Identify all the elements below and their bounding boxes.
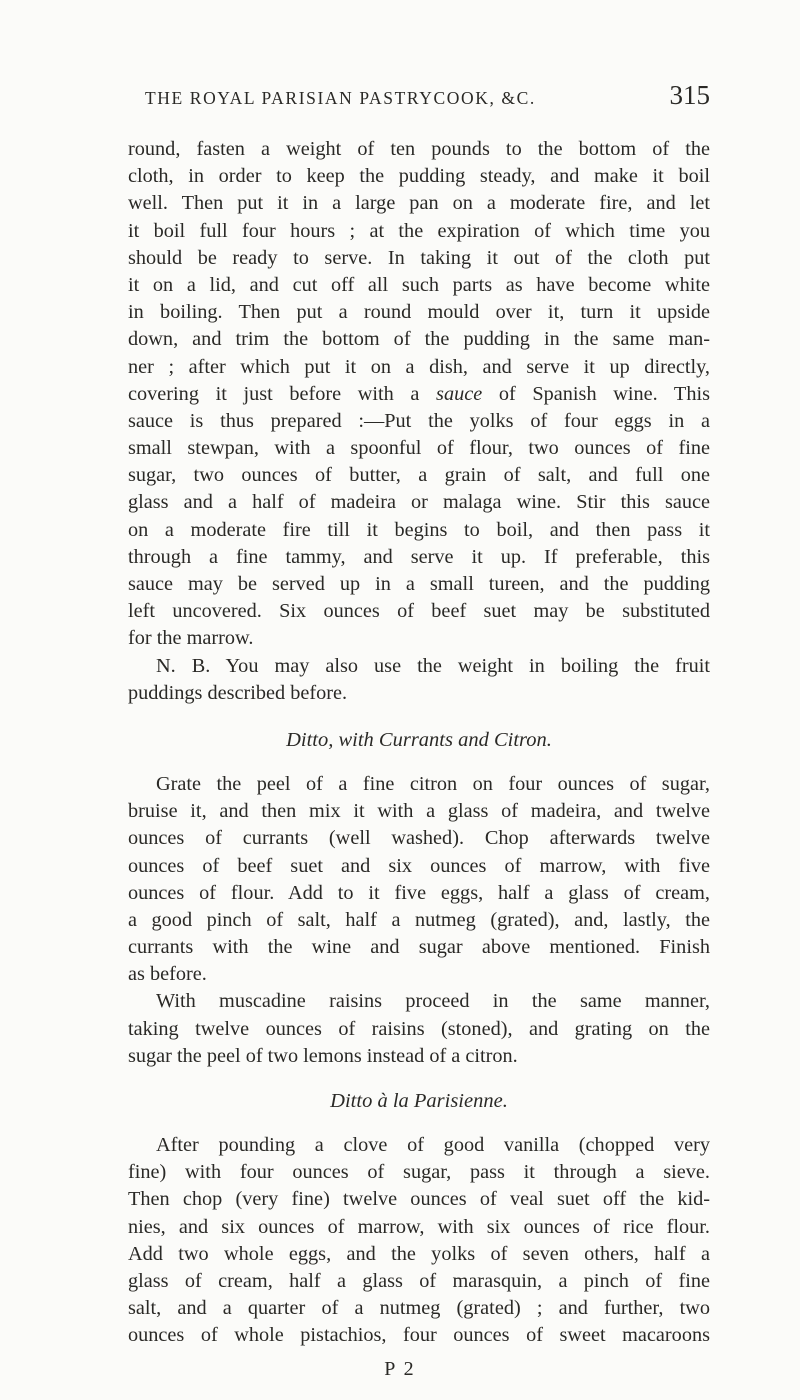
running-head-title: THE ROYAL PARISIAN PASTRYCOOK, &C. (145, 88, 536, 108)
text-line: it on a lid, and cut off all such parts as have become white (128, 273, 710, 296)
signature-mark: P 2 (384, 1358, 416, 1380)
text-line: cloth, in order to keep the pudding steady, and make it boil (128, 165, 710, 188)
paragraph-parisienne (128, 1132, 710, 1350)
paragraph-currants-citron (128, 771, 710, 989)
text-line: currants with the wine and sugar above mentioned. Finish (128, 936, 710, 959)
text-line: on a moderate fire till it begins to boil, and then pass it (128, 518, 710, 541)
recipe-heading-parisienne: Ditto à la Parisienne. (330, 1090, 508, 1112)
text-line: ounces of beef suet and six ounces of marrow, with five (128, 854, 710, 877)
recipe-heading-currants-citron: Ditto, with Currants and Citron. (286, 728, 552, 751)
text-line: it boil full four hours ; at the expiration of which time you (128, 219, 710, 242)
text-line: ner ; after which put it on a dish, and serve it up directly, (128, 355, 710, 378)
text-line: glass and a half of madeira or malaga wine. Stir this sauce (128, 491, 710, 514)
text-line: glass of cream, half a glass of marasquin, a pinch of fine (128, 1269, 710, 1292)
text-line: Grate the peel of a fine citron on four ounces of sugar, (156, 772, 710, 795)
text-line: ounces of whole pistachios, four ounces of sweet macaroons (128, 1324, 710, 1347)
text-fragment: covering it just before with a (128, 382, 437, 405)
text-line: After pounding a clove of good vanilla (chopped very (156, 1134, 710, 1156)
text-line: ounces of currants (well washed). Chop afterwards twelve (128, 827, 710, 850)
text-line: small stewpan, with a spoonful of flour, two ounces of fine (128, 437, 710, 460)
paragraph-continued (128, 136, 710, 653)
page-number: 315 (669, 80, 710, 110)
text-line: left uncovered. Six ounces of beef suet may be substituted (128, 600, 710, 623)
paragraph-muscadine-raisins (128, 988, 710, 1070)
text-line: well. Then put it in a large pan on a moderate fire, and let (128, 192, 710, 215)
text-fragment: of Spanish wine. This (482, 382, 710, 405)
text-line: should be ready to serve. In taking it out of the cloth put (128, 246, 710, 269)
text-line: down, and trim the bottom of the pudding in the same man- (128, 328, 710, 351)
text-line: round, fasten a weight of ten pounds to the bottom of the (128, 138, 710, 160)
text-line (128, 381, 710, 408)
text-line: for the marrow. (128, 627, 254, 650)
text-line: through a fine tammy, and serve it up. If preferable, this (128, 545, 710, 568)
text-line: a good pinch of salt, half a nutmeg (grated), and, lastly, the (128, 908, 710, 931)
text-line: sugar, two ounces of butter, a grain of salt, and full one (128, 464, 710, 487)
text-line: sauce may be served up in a small tureen, and the pudding (128, 573, 710, 595)
text-line: taking twelve ounces of raisins (stoned), and grating on the (128, 1017, 710, 1040)
text-line: sugar the peel of two lemons instead of a citron. (128, 1044, 518, 1067)
text-line: as before. (128, 963, 207, 986)
running-head (145, 80, 710, 120)
text-line: sauce is thus prepared :—Put the yolks of four eggs in a (128, 409, 710, 432)
text-line: ounces of flour. Add to it five eggs, half a glass of cream, (128, 881, 710, 904)
text-line: salt, and a quarter of a nutmeg (grated) ; and further, two (128, 1297, 710, 1320)
body-text (128, 136, 710, 1350)
text-line: Add two whole eggs, and the yolks of seven others, half a (128, 1242, 710, 1265)
text-line: N. B. You may also use the weight in boiling the fruit (156, 654, 710, 677)
italic-word: sauce (436, 382, 483, 405)
text-line: Then chop (very fine) twelve ounces of veal suet off the kid- (128, 1188, 710, 1211)
text-line: puddings described before. (128, 681, 348, 704)
text-line: in boiling. Then put a round mould over it, turn it upside (128, 301, 710, 324)
text-line: With muscadine raisins proceed in the same manner, (156, 990, 710, 1013)
text-line: fine) with four ounces of sugar, pass it through a sieve. (128, 1161, 710, 1184)
note-paragraph (128, 653, 710, 707)
text-line: nies, and six ounces of marrow, with six ounces of rice flour. (128, 1215, 710, 1238)
text-line: bruise it, and then mix it with a glass of madeira, and twelve (128, 800, 710, 823)
